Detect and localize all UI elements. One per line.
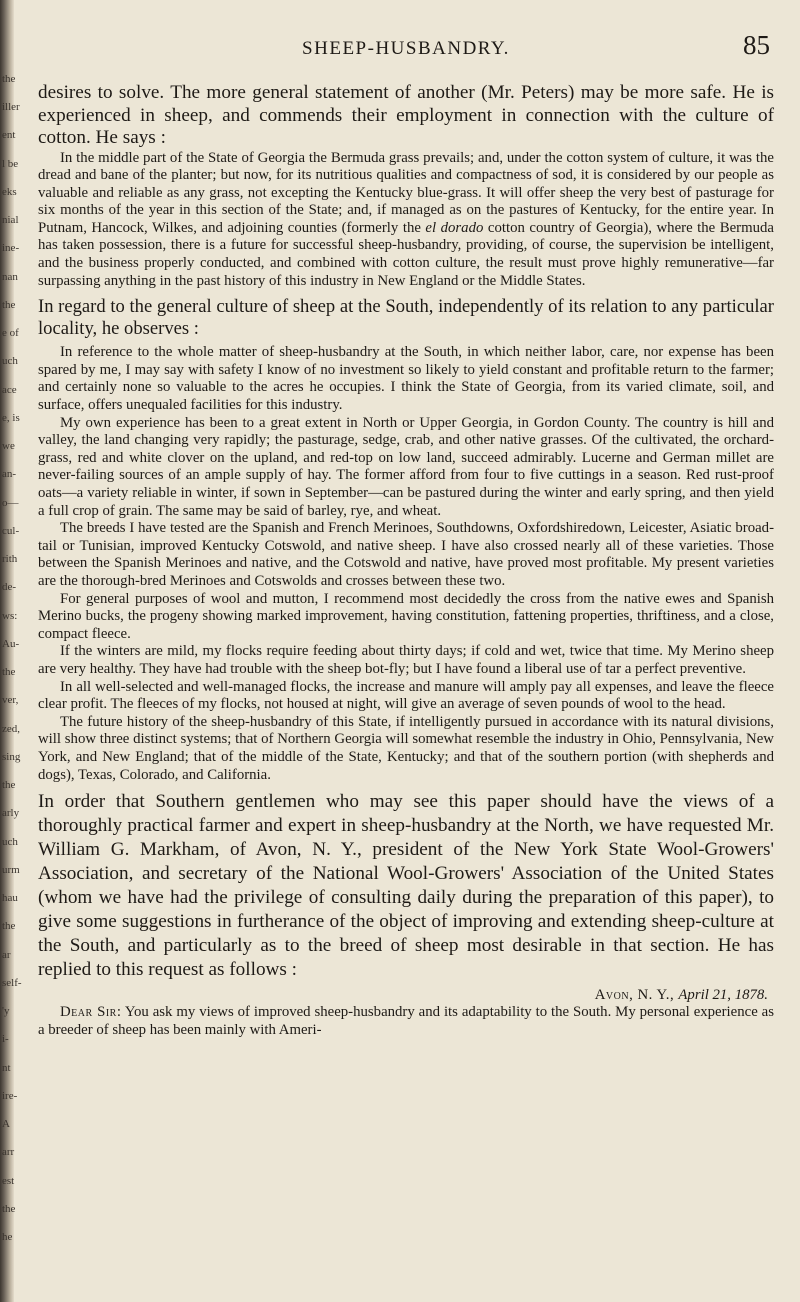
margin-fragment: est bbox=[2, 1175, 15, 1187]
letter-opening bbox=[38, 1004, 774, 1039]
quote-paragraph: For general purposes of wool and mutton, I recommend most decidedly the cross from the native ewes and Spanish Merino bucks, the progeny showing marked improvement, having constitution, fattening properties, thriftiness, and a close, compact fleece. bbox=[38, 590, 774, 642]
letter-dateline bbox=[38, 986, 774, 1004]
margin-fragment: ver, bbox=[2, 694, 19, 706]
page-header bbox=[38, 30, 774, 70]
margin-fragment: de- bbox=[2, 581, 17, 593]
margin-fragment: the bbox=[2, 920, 16, 932]
margin-fragment: ent bbox=[2, 129, 16, 141]
letter-salutation: Dear Sir: bbox=[60, 1004, 122, 1021]
margin-fragment: uch bbox=[2, 836, 18, 848]
quote-sheep-husbandry-south bbox=[38, 344, 774, 784]
margin-fragment: e, is bbox=[2, 412, 20, 424]
quote-paragraph: The breeds I have tested are the Spanish and French Merinoes, Southdowns, Oxfordshiredown, Leicester, Asiatic broad-tail or Tunisian, improved Kentucky Cotswold, and native sheep. I have also crossed nearly all of these varieties. Those between the Spanish Merinoes and native, and the Cotswold and native, have proved most profitable. My present varieties are the thorough-bred Merinoes and Cotswolds and crosses between these two. bbox=[38, 520, 774, 589]
quote-paragraph: In reference to the whole matter of sheep-husbandry at the South, in which neither labor, care, nor expense has been spared by me, I may say with safety I know of no investment so likely to yield constant and profitable return to the farmer; and certainly none so valuable to the acres he occupies. I think the State of Georgia, from its varied climate, soil, and surface, offers unequaled facilities for this industry. bbox=[38, 344, 774, 414]
margin-fragment: ws: bbox=[2, 610, 18, 622]
dateline-place: Avon, N. Y., bbox=[594, 987, 679, 1004]
quote-paragraph: In all well-selected and well-managed flocks, the increase and manure will amply pay all expenses, and leave the fleece clear profit. The fleeces of my flocks, not housed at night, will give an average of seven pounds of wool to the head. bbox=[38, 678, 774, 713]
quote-text-part1: In the middle part of the State of Georgia the Bermuda grass prevails; and, under the cotton system of culture, it was the dread and bane of the planter; but now, for its nutritious qualities and compactness of sod, it is considered by our people as valuable and reliable as any grass, not excepting the Kentucky blue-grass. It will offer sheep the very best of pasturage for six months of the year in this section of the State; and, if managed as on the pastures of Kentucky, for the entire year. In Putnam, Hancock, Wilkes, and adjoining counties (formerly the bbox=[38, 149, 774, 236]
margin-fragment: nial bbox=[2, 214, 19, 226]
paragraph-lead: desires to solve. The more general statement of another (Mr. Peters) may be more safe. He is experienced in sheep, and commends their employment in connection with the culture of cotton. He says : bbox=[38, 82, 774, 148]
margin-fragment: urm bbox=[2, 864, 20, 876]
margin-fragment: eks bbox=[2, 186, 17, 198]
margin-fragment: ar bbox=[2, 949, 11, 961]
margin-fragment: cul- bbox=[2, 525, 20, 537]
quote-bermuda-grass bbox=[38, 150, 774, 291]
margin-fragment: he bbox=[2, 1231, 13, 1243]
margin-fragment: an- bbox=[2, 468, 17, 480]
italic-el-dorado: el dorado bbox=[425, 219, 484, 236]
book-page bbox=[38, 30, 774, 1290]
margin-fragment: uch bbox=[2, 355, 18, 367]
margin-fragment: l be bbox=[2, 158, 19, 170]
dateline-date: April 21, 1878. bbox=[678, 987, 768, 1004]
margin-fragment: ire- bbox=[2, 1090, 18, 1102]
margin-fragment: the bbox=[2, 666, 16, 678]
margin-fragment: we bbox=[2, 440, 15, 452]
quote-paragraph: My own experience has been to a great extent in North or Upper Georgia, in Gordon County. The country is hill and valley, the land changing very rapidly; the pasturage, sedge, crab, and other native grasses. Of the cultivated, the orchard-grass, red and white clover on the upland, and red-top on low land, succeed admirably. Lucerne and German millet are never-failing sources of an ample supply of hay. The former afford from four to five cuttings in a season. Red rust-proof oats—a variety reliable in winter, if sown in September—can be pastured during the winter and early spring, and then yield a full crop of grain. The same may be said of barley, rye, and wheat. bbox=[38, 414, 774, 519]
margin-fragment: the bbox=[2, 779, 16, 791]
page-number: 85 bbox=[743, 30, 770, 60]
margin-fragment: self- bbox=[2, 977, 22, 989]
margin-fragment: nan bbox=[2, 271, 18, 283]
margin-fragment: ine- bbox=[2, 242, 20, 254]
margin-fragment: nt bbox=[2, 1062, 11, 1074]
facing-page-fragments bbox=[0, 0, 30, 1302]
paragraph-markham-request: In order that Southern gentlemen who may see this paper should have the views of a thoroughly practical farmer and expert in sheep-husbandry at the North, we have requested Mr. William G. Markham, of Avon, N. Y., president of the New York State Wool-Growers' Association, and secretary of the National Wool-Growers' Association of the United States (whom we have had the privilege of consulting daily during the preparation of this paper), to give some suggestions in furtherance of the object of improving and extending sheep-culture at the South, and particularly as to the breed of sheep most desirable in that section. He has replied to this request as follows : bbox=[38, 791, 774, 981]
margin-fragment: arr bbox=[2, 1146, 15, 1158]
margin-fragment: rith bbox=[2, 553, 18, 565]
margin-fragment: sing bbox=[2, 751, 21, 763]
margin-fragment: arly bbox=[2, 807, 20, 819]
margin-fragment: the bbox=[2, 299, 16, 311]
quote-paragraph: If the winters are mild, my flocks require feeding about thirty days; if cold and wet, twice that time. My Merino sheep are very healthy. They have had trouble with the sheep bot-fly; but I have found a liberal use of tar a perfect preventive. bbox=[38, 643, 774, 677]
running-head: SHEEP-HUSBANDRY. bbox=[302, 38, 510, 59]
quote-paragraph: The future history of the sheep-husbandry of this State, if intelligently pursued in accordance with its natural divisions, will show three distinct systems; that of Northern Georgia will somewhat resemble the industry in Ohio, Pennsylvania, New York, and New England; that of the middle of the State, Kentucky; and that of the southern portion (with shepherds and dogs), Texas, Colorado, and California. bbox=[38, 713, 774, 783]
margin-fragment: o— bbox=[2, 497, 19, 509]
margin-fragment: zed, bbox=[2, 723, 21, 735]
margin-fragment: 'y bbox=[2, 1005, 10, 1017]
margin-fragment: hau bbox=[2, 892, 18, 904]
margin-fragment: A bbox=[2, 1118, 10, 1130]
quote-text-part2: cotton country of Georgia), where the Bermuda has taken possession, there is a future for successful sheep-husbandry, providing, of course, the supervision be intelligent, and the business properly conducted, and combined with cotton culture, the result must prove highly remunerative—far surpassing anything in the past history of this industry in New England or the Middle States. bbox=[38, 219, 774, 289]
margin-fragment: i- bbox=[2, 1033, 9, 1045]
margin-fragment: ace bbox=[2, 384, 17, 396]
margin-fragment: e of bbox=[2, 327, 19, 339]
paragraph-general-culture: In regard to the general culture of sheep at the South, independently of its relation to any particular locality, he observes : bbox=[38, 296, 774, 340]
margin-fragment: the bbox=[2, 1203, 16, 1215]
margin-fragment: the bbox=[2, 73, 16, 85]
margin-fragment: Au- bbox=[2, 638, 20, 650]
letter-body: You ask my views of improved sheep-husbandry and its adaptability to the South. My personal experience as a breeder of sheep has been mainly with Ameri- bbox=[38, 1004, 775, 1038]
margin-fragment: iller bbox=[2, 101, 20, 113]
